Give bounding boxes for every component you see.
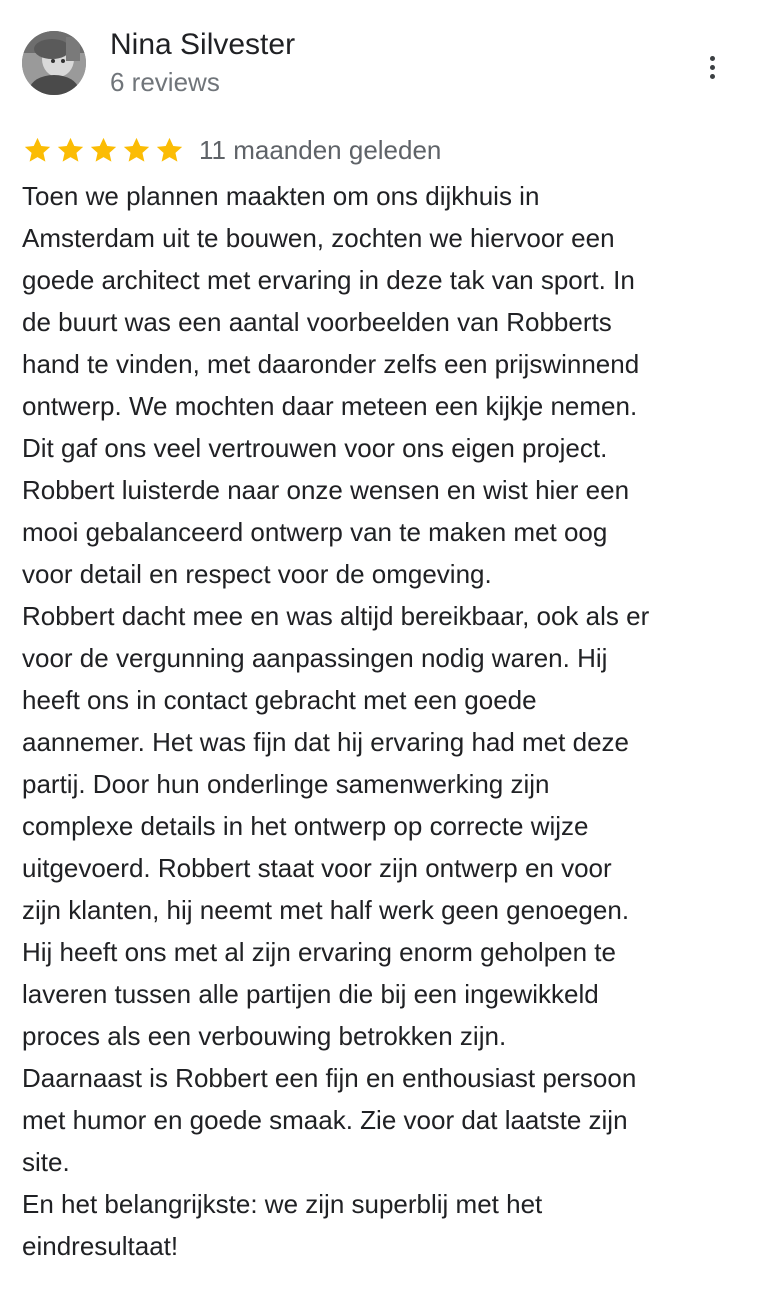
review-text-line: de buurt was een aantal voorbeelden van Robberts [22,307,612,337]
review-text-line: ontwerp. We mochten daar meteen een kijkje nemen. [22,391,638,421]
reviewer-avatar[interactable] [22,31,86,95]
review-text-line: met humor en goede smaak. Zie voor dat laatste zijn [22,1105,628,1135]
user-avatar-photo [22,31,86,95]
review-text-line: mooi gebalanceerd ontwerp van te maken met oog [22,517,608,547]
review-text-line: voor detail en respect voor de omgeving. [22,559,492,589]
review-text-line: laveren tussen alle partijen die bij een ingewikkeld [22,979,599,1009]
more-vert-icon [710,56,715,61]
review-text-line: hand te vinden, met daaronder zelfs een prijswinnend [22,349,640,379]
review-text-line: partij. Door hun onderlinge samenwerking zijn [22,769,550,799]
more-options-button[interactable] [694,46,730,88]
review-text-line: voor de vergunning aanpassingen nodig waren. Hij [22,643,608,673]
review-text-line: Robbert luisterde naar onze wensen en wist hier een [22,475,630,505]
star-rating [22,135,185,166]
more-vert-icon-dot [710,74,715,79]
star-icon [22,135,53,166]
review-text-line: Robbert dacht mee en was altijd bereikbaar, ook als er [22,601,650,631]
star-icon [88,135,119,166]
star-icon [55,135,86,166]
review-text-line: complexe details in het ontwerp op correcte wijze [22,811,589,841]
review-text-line: Amsterdam uit te bouwen, zochten we hiervoor een [22,223,615,253]
review-date: 11 maanden geleden [199,135,442,165]
star-icon [121,135,152,166]
reviewer-name[interactable]: Nina Silvester [110,28,296,61]
review-text-line: proces als een verbouwing betrokken zijn. [22,1021,507,1051]
reviewer-review-count[interactable]: 6 reviews [110,67,220,97]
rating-row [22,130,441,170]
review-text-line: Daarnaast is Robbert een fijn en enthousiast persoon [22,1063,637,1093]
review-text-line: uitgevoerd. Robbert staat voor zijn ontwerp en voor [22,853,612,883]
review-text-line: heeft ons in contact gebracht met een goede [22,685,537,715]
review-text-line: Toen we plannen maakten om ons dijkhuis in [22,181,540,211]
review-text-line: site. [22,1147,70,1177]
review-text-line: zijn klanten, hij neemt met half werk geen genoegen. [22,895,630,925]
review-text-line: eindresultaat! [22,1231,179,1261]
star-icon [154,135,185,166]
review-text [22,175,732,1267]
review-text-line: Hij heeft ons met al zijn ervaring enorm geholpen te [22,937,616,967]
review-text-line: aannemer. Het was fijn dat hij ervaring had met deze [22,727,630,757]
review-text-line: En het belangrijkste: we zijn superblij met het [22,1189,543,1219]
more-vert-icon-dot [710,65,715,70]
review-text-line: Dit gaf ons veel vertrouwen voor ons eigen project. [22,433,608,463]
review-text-line: goede architect met ervaring in deze tak van sport. In [22,265,635,295]
